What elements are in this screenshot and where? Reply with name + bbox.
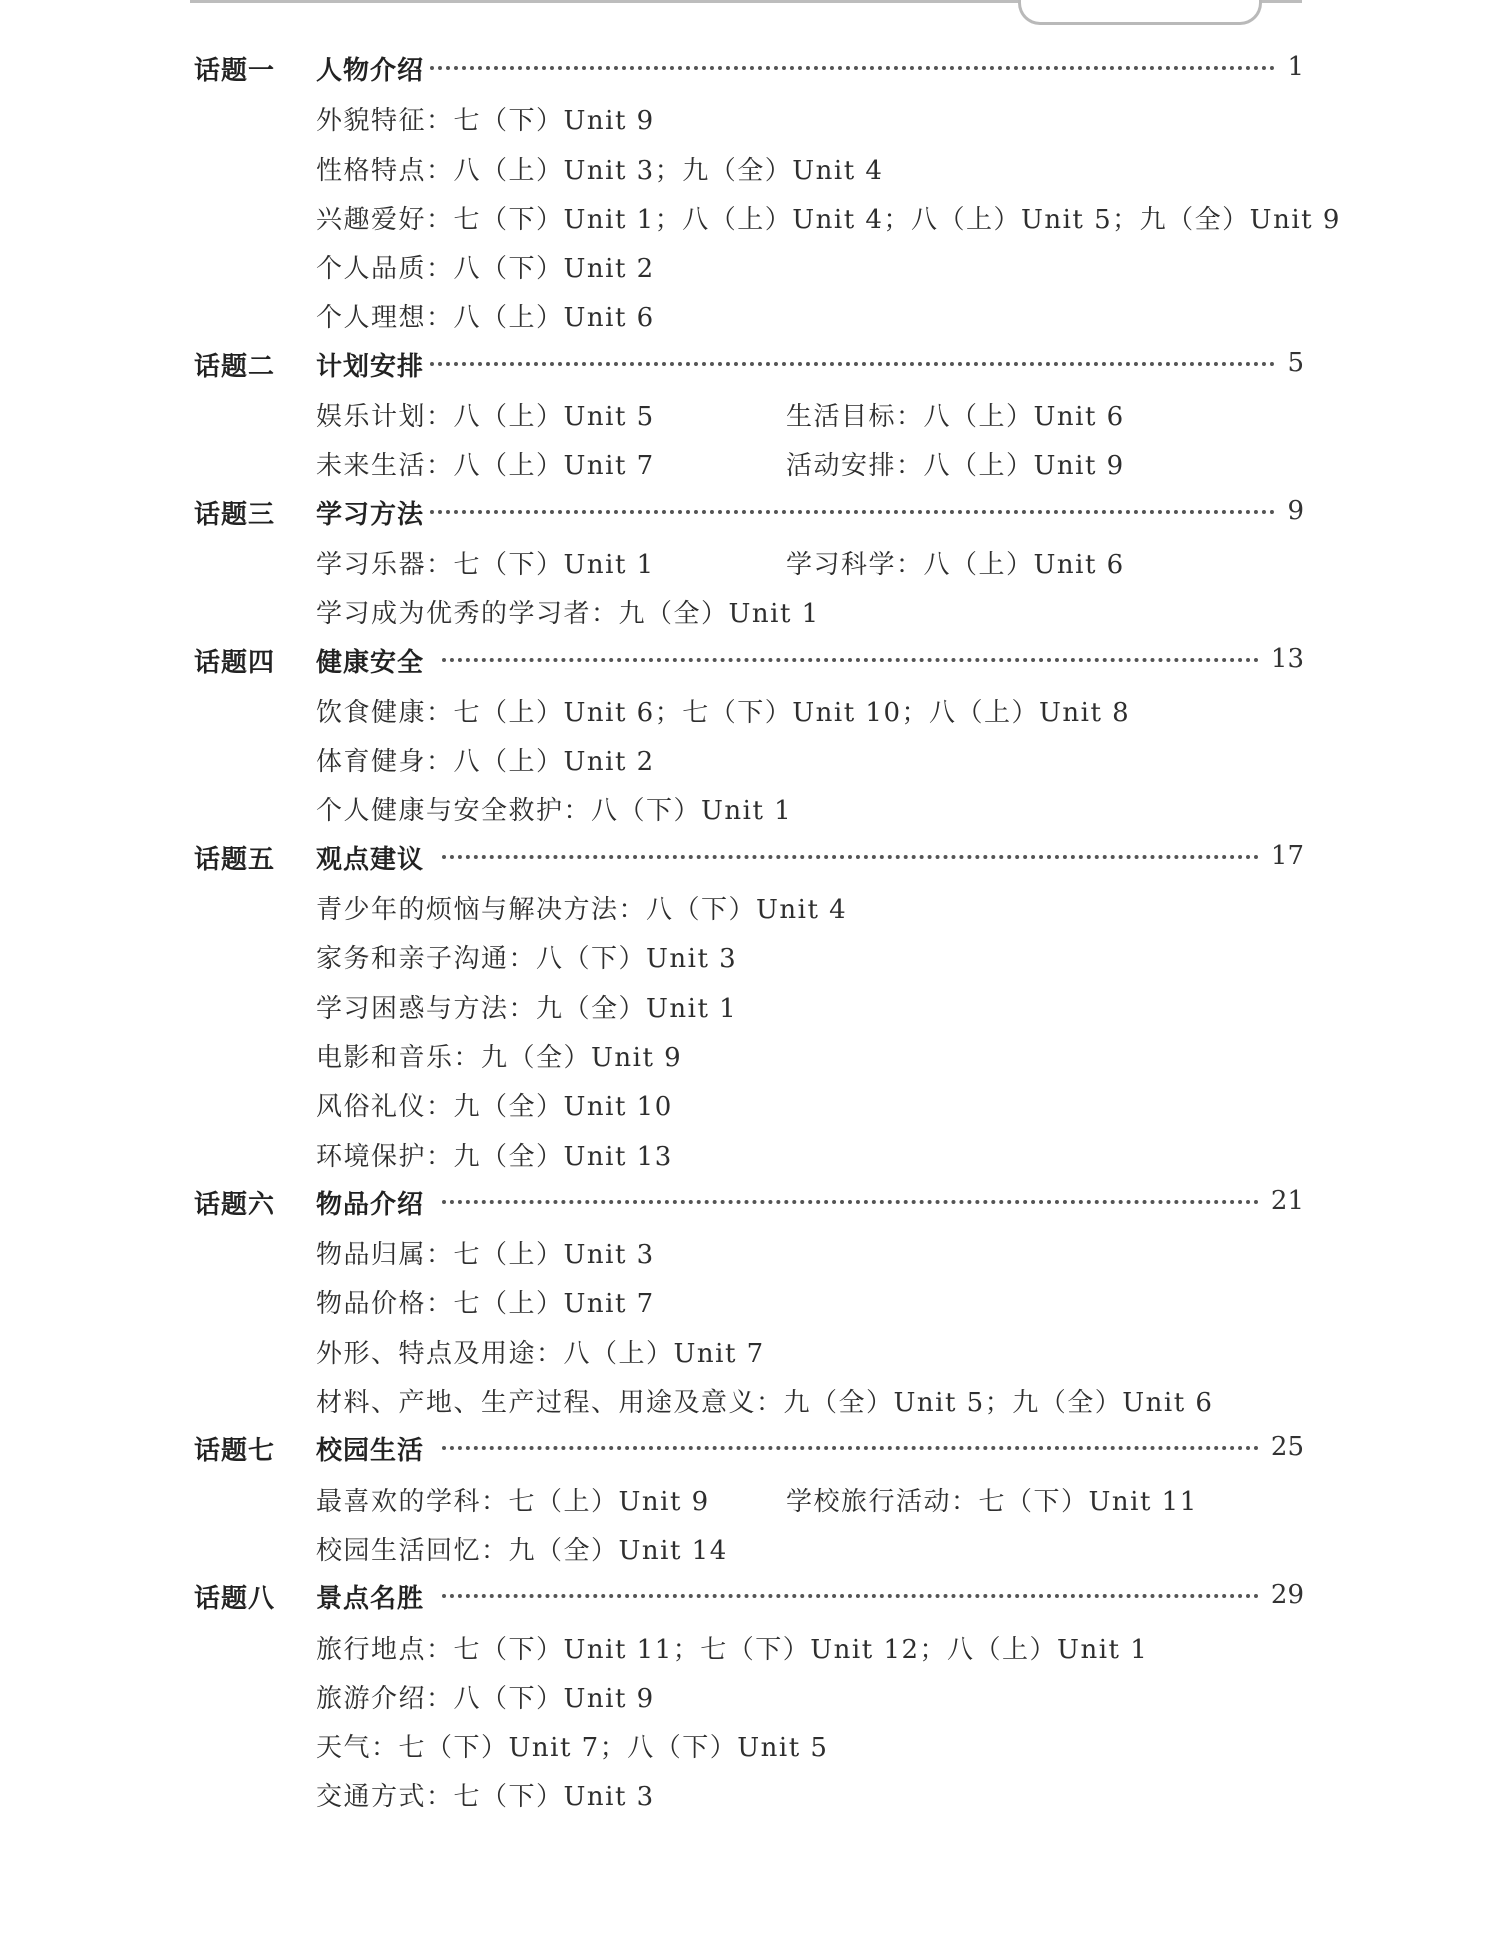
- topic-label: 话题三: [194, 499, 276, 530]
- toc-entry[interactable]: 学习乐器：七（下）Unit 1: [316, 549, 655, 580]
- page-number: 13: [1270, 643, 1304, 674]
- toc-entry-row: [0, 783, 1500, 832]
- toc-entry-row: [0, 290, 1500, 339]
- topic-label: 话题七: [194, 1436, 276, 1467]
- topic-label: 话题五: [194, 844, 276, 875]
- toc-entry[interactable]: 外貌特征：七（下）Unit 9: [316, 106, 655, 137]
- toc-topic-row[interactable]: [0, 44, 1500, 93]
- toc-entry-row: [0, 1129, 1500, 1178]
- toc-entry-row: [0, 882, 1500, 931]
- toc-topic-row[interactable]: [0, 1572, 1500, 1621]
- page-number: 5: [1287, 347, 1304, 378]
- header-tab: [1018, 0, 1262, 25]
- topic-title[interactable]: 物品介绍: [316, 1189, 425, 1220]
- page-number: 25: [1270, 1432, 1304, 1463]
- toc-entry-row: [0, 143, 1500, 192]
- toc-topic-row[interactable]: [0, 488, 1500, 537]
- toc-entry[interactable]: 环境保护：九（全）Unit 13: [316, 1141, 673, 1172]
- toc-entry[interactable]: 天气：七（下）Unit 7；八（下）Unit 5: [316, 1733, 829, 1764]
- toc-entry[interactable]: 物品归属：七（上）Unit 3: [316, 1240, 655, 1271]
- toc-topic-row[interactable]: [0, 1424, 1500, 1473]
- toc-entry-row: [0, 1276, 1500, 1325]
- toc-entry[interactable]: 学习科学：八（上）Unit 6: [786, 549, 1125, 580]
- toc-entry-row: [0, 1030, 1500, 1079]
- toc-entry-row: [0, 734, 1500, 783]
- toc-entry[interactable]: 外形、特点及用途：八（上）Unit 7: [316, 1338, 765, 1369]
- toc-entry[interactable]: 交通方式：七（下）Unit 3: [316, 1782, 655, 1813]
- toc-entry-row: [0, 438, 1500, 487]
- toc-entry[interactable]: 个人品质：八（下）Unit 2: [316, 254, 655, 285]
- toc-entry[interactable]: 物品价格：七（上）Unit 7: [316, 1289, 655, 1320]
- toc-entry[interactable]: 旅游介绍：八（下）Unit 9: [316, 1683, 655, 1714]
- page-number: 17: [1270, 840, 1304, 871]
- toc-entry-row: [0, 1622, 1500, 1671]
- page-number: 21: [1270, 1185, 1304, 1216]
- toc-entry-row: [0, 1326, 1500, 1375]
- toc-entry-row: [0, 1474, 1500, 1523]
- topic-label: 话题二: [194, 351, 276, 382]
- toc-entry[interactable]: 未来生活：八（上）Unit 7: [316, 451, 655, 482]
- toc-entry[interactable]: 旅行地点：七（下）Unit 11；七（下）Unit 12；八（上）Unit 1: [316, 1634, 1149, 1665]
- toc-entry[interactable]: 活动安排：八（上）Unit 9: [786, 451, 1125, 482]
- toc-entry-row: [0, 241, 1500, 290]
- topic-label: 话题八: [194, 1584, 276, 1615]
- topic-title[interactable]: 健康安全: [316, 647, 425, 678]
- leader-dots: [442, 1594, 1259, 1598]
- topic-title[interactable]: 校园生活: [316, 1436, 425, 1467]
- toc-entry-row: [0, 981, 1500, 1030]
- toc-entry-row: [0, 1523, 1500, 1572]
- toc-entry[interactable]: 学校旅行活动：七（下）Unit 11: [786, 1486, 1198, 1517]
- toc-topic-row[interactable]: [0, 1178, 1500, 1227]
- topic-title[interactable]: 人物介绍: [316, 56, 425, 86]
- page-number: 1: [1287, 52, 1304, 82]
- toc-entry[interactable]: 兴趣爱好：七（下）Unit 1；八（上）Unit 4；八（上）Unit 5；九（全）Unit 9: [316, 204, 1341, 235]
- leader-dots: [430, 362, 1275, 366]
- table-of-contents: [0, 44, 1500, 1819]
- toc-entry[interactable]: 个人健康与安全救护：八（下）Unit 1: [316, 796, 793, 827]
- topic-title[interactable]: 学习方法: [316, 499, 425, 530]
- toc-entry-row: [0, 537, 1500, 586]
- toc-entry-row: [0, 685, 1500, 734]
- toc-entry-row: [0, 93, 1500, 142]
- toc-entry[interactable]: 学习成为优秀的学习者：九（全）Unit 1: [316, 599, 820, 630]
- toc-topic-row[interactable]: [0, 833, 1500, 882]
- toc-entry[interactable]: 最喜欢的学科：七（上）Unit 9: [316, 1486, 710, 1517]
- toc-entry[interactable]: 个人理想：八（上）Unit 6: [316, 303, 655, 334]
- topic-title[interactable]: 景点名胜: [316, 1584, 425, 1615]
- topic-title[interactable]: 观点建议: [316, 844, 425, 875]
- toc-entry[interactable]: 生活目标：八（上）Unit 6: [786, 402, 1125, 433]
- toc-entry-row: [0, 1720, 1500, 1769]
- toc-entry[interactable]: 体育健身：八（上）Unit 2: [316, 747, 655, 778]
- toc-entry[interactable]: 风俗礼仪：九（全）Unit 10: [316, 1092, 673, 1123]
- toc-entry-row: [0, 192, 1500, 241]
- toc-entry[interactable]: 电影和音乐：九（全）Unit 9: [316, 1042, 683, 1073]
- leader-dots: [430, 510, 1275, 514]
- toc-entry[interactable]: 学习困惑与方法：九（全）Unit 1: [316, 993, 738, 1024]
- toc-entry[interactable]: 青少年的烦恼与解决方法：八（下）Unit 4: [316, 895, 848, 926]
- leader-dots: [442, 658, 1259, 662]
- page-number: 9: [1287, 495, 1304, 526]
- toc-entry[interactable]: 校园生活回忆：九（全）Unit 14: [316, 1535, 728, 1566]
- topic-label: 话题一: [194, 56, 276, 86]
- toc-entry[interactable]: 性格特点：八（上）Unit 3；九（全）Unit 4: [316, 155, 884, 186]
- toc-entry-row: [0, 931, 1500, 980]
- topic-label: 话题六: [194, 1189, 276, 1220]
- toc-entry-row: [0, 1079, 1500, 1128]
- topic-label: 话题四: [194, 647, 276, 678]
- toc-entry-row: [0, 389, 1500, 438]
- toc-entry[interactable]: 饮食健康：七（上）Unit 6；七（下）Unit 10；八（上）Unit 8: [316, 697, 1131, 728]
- leader-dots: [430, 66, 1275, 70]
- topic-title[interactable]: 计划安排: [316, 351, 425, 382]
- leader-dots: [442, 855, 1259, 859]
- toc-topic-row[interactable]: [0, 340, 1500, 389]
- toc-entry[interactable]: 家务和亲子沟通：八（下）Unit 3: [316, 944, 738, 975]
- toc-entry-row: [0, 1671, 1500, 1720]
- toc-topic-row[interactable]: [0, 636, 1500, 685]
- leader-dots: [442, 1446, 1259, 1450]
- leader-dots: [442, 1200, 1259, 1204]
- toc-entry[interactable]: 娱乐计划：八（上）Unit 5: [316, 402, 655, 433]
- toc-entry-row: [0, 1375, 1500, 1424]
- page-number: 29: [1270, 1580, 1304, 1611]
- toc-entry[interactable]: 材料、产地、生产过程、用途及意义：九（全）Unit 5；九（全）Unit 6: [316, 1388, 1214, 1419]
- toc-entry-row: [0, 1769, 1500, 1818]
- toc-entry-row: [0, 586, 1500, 635]
- toc-entry-row: [0, 1227, 1500, 1276]
